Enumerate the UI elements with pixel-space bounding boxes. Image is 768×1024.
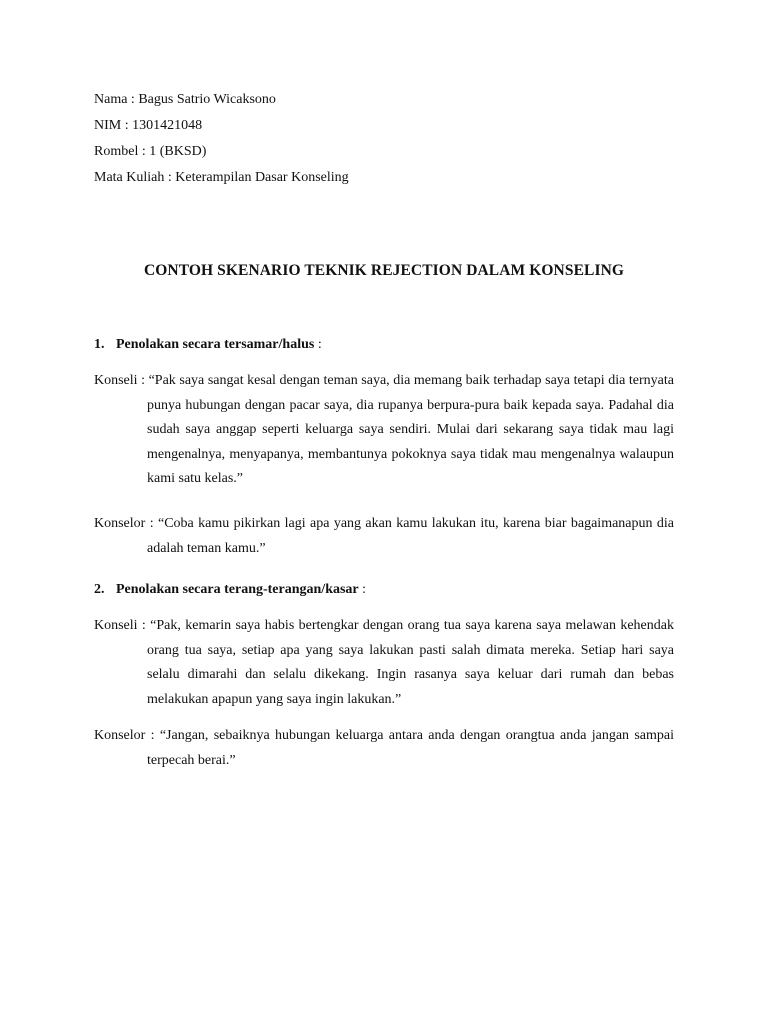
section-2-konselor-dialog	[94, 724, 674, 773]
course-name: Mata Kuliah : Keterampilan Dasar Konseling	[94, 170, 349, 185]
section-2-number: 2.	[94, 582, 105, 597]
section-1-title: Penolakan secara tersamar/halus	[116, 337, 315, 352]
dialog-text: “Pak saya sangat kesal dengan teman saya, dia memang baik terhadap saya tetapi dia ternyata punya hubungan dengan pacar saya, dia rupanya berpura-pura baik kepada saya. Padahal dia sudah saya anggap seperti keluarga saya sendiri. Mulai dari sekarang saya tidak mau lagi mengenalnya, menyapanya, membantunya pokoknya saya tidak mau mengenalnya walaupun kami satu kelas.”	[147, 373, 674, 487]
dialog-text: “Pak, kemarin saya habis bertengkar dengan orang tua saya karena saya melawan kehendak orang tua saya, setiap apa yang saya lakukan pasti salah dimata mereka. Setiap hari saya selalu dimarahi dan selalu dikekang. Ingin rasanya saya keluar dari rumah dan bebas melakukan apapun yang saya ingin lakukan.”	[147, 618, 674, 707]
section-2-colon: :	[358, 582, 367, 597]
section-1-heading	[94, 337, 674, 353]
dialog-text: “Jangan, sebaiknya hubungan keluarga antara anda dengan orangtua anda jangan sampai terpecah berai.”	[147, 728, 675, 768]
document-title: CONTOH SKENARIO TEKNIK REJECTION DALAM KONSELING	[143, 262, 625, 279]
section-2-heading	[94, 582, 674, 598]
section-2-title: Penolakan secara terang-terangan/kasar	[116, 582, 359, 597]
section-1-colon: :	[314, 337, 322, 352]
section-1-konselor-dialog	[94, 512, 674, 561]
speaker-label: Konseli :	[94, 373, 149, 388]
section-2-konseli-dialog	[94, 614, 674, 712]
section-1-number: 1.	[94, 337, 105, 352]
speaker-label: Konseli :	[94, 618, 151, 633]
student-nim: NIM : 1301421048	[94, 118, 203, 133]
student-name: Nama : Bagus Satrio Wicaksono	[94, 92, 276, 107]
student-rombel: Rombel : 1 (BKSD)	[94, 144, 207, 159]
dialog-text: “Coba kamu pikirkan lagi apa yang akan kamu lakukan itu, karena biar bagaimanapun dia adalah teman kamu.”	[147, 516, 674, 556]
section-1-konseli-dialog	[94, 369, 674, 492]
speaker-label: Konselor :	[94, 516, 158, 531]
speaker-label: Konselor :	[94, 728, 160, 743]
student-info	[94, 87, 674, 191]
